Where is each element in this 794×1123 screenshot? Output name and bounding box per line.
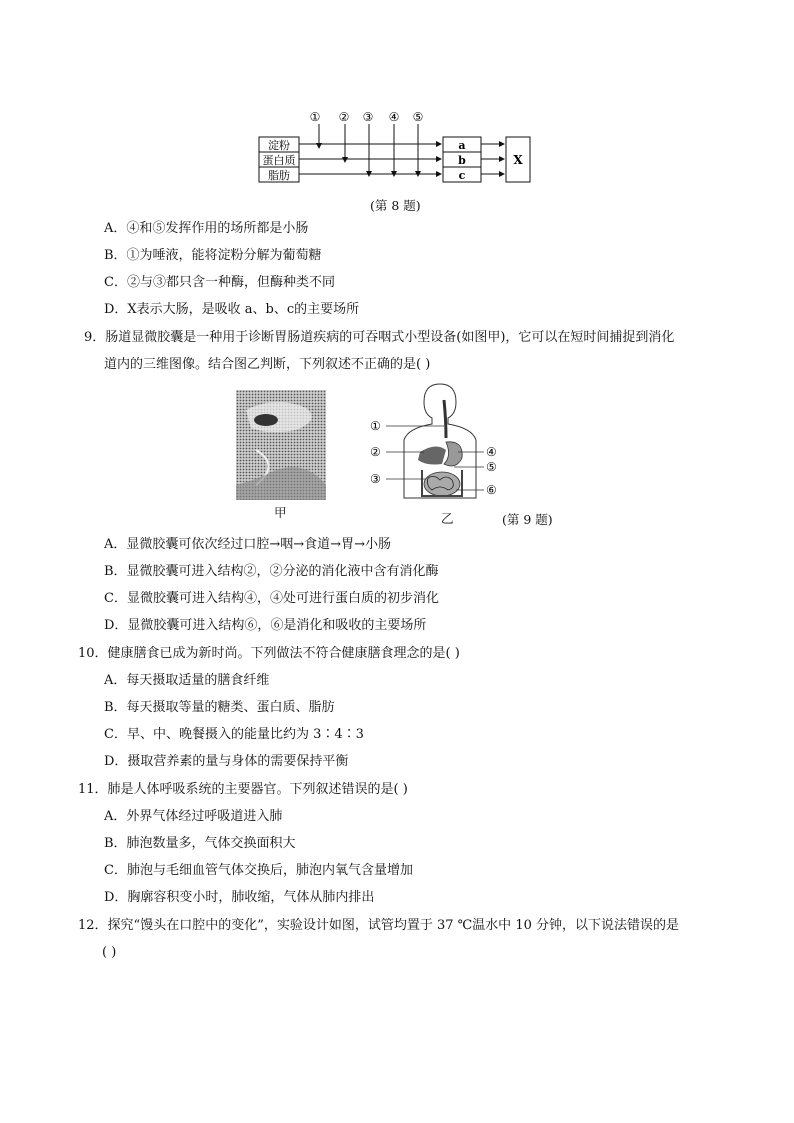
q8-option-a: A．④和⑤发挥作用的场所都是小肠 [104,221,309,236]
q9-option-b: B．显微胶囊可进入结构②，②分泌的消化液中含有消化酶 [104,564,439,579]
q8-output-a: a [458,139,466,152]
q9-option-a: A．显微胶囊可依次经过口腔→咽→食道→胃→小肠 [104,537,391,552]
q9-label-1: ① [370,419,381,433]
q8-marker-1: ① [309,110,321,124]
q8-input-starch: 淀粉 [268,139,290,152]
q8-option-d: D．X表示大肠，是吸收 a、b、c的主要场所 [104,302,360,317]
q8-option-c: C．②与③都只含一种酶，但酶种类不同 [104,275,335,290]
q8-digestion-diagram [255,108,535,184]
q11-option-c: C．肺泡与毛细血管气体交换后，肺泡内氧气含量增加 [104,863,413,878]
q9-label-jia: 甲 [274,505,287,520]
q10-option-a: A．每天摄取适量的膳食纤维 [104,673,270,688]
q9-label-2: ② [370,445,381,459]
q9-label-3: ③ [370,472,381,486]
q9-photo-capsule [236,390,326,500]
q9-caption: (第 9 题) [502,512,553,527]
q11-option-a: A．外界气体经过呼吸道进入肺 [104,809,283,824]
q9-label-4: ④ [486,445,497,459]
q11-option-b: B．肺泡数量多，气体交换面积大 [104,836,296,851]
q12-stem-line1: 12．探究“馒头在口腔中的变化”，实验设计如图，试管均置于 37 ℃温水中 10 分钟，以下说法错误的是 [78,918,679,933]
q8-output-b: b [458,154,466,167]
q8-caption: (第 8 题) [370,198,421,213]
q8-output-c: c [458,169,466,182]
q9-stem-line2: 道内的三维图像。结合图乙判断，下列叙述不正确的是( ) [104,357,431,372]
q8-input-fat: 脂肪 [268,169,290,182]
q9-option-d: D．显微胶囊可进入结构⑥，⑥是消化和吸收的主要场所 [104,618,427,633]
q9-stem-line1: 9．肠道显微胶囊是一种用于诊断胃肠道疾病的可吞咽式小型设备(如图甲)，它可以在短时间捕捉到消化 [84,330,675,345]
q8-input-protein: 蛋白质 [262,154,296,167]
q8-marker-2: ② [338,110,350,124]
q10-option-c: C．早、中、晚餐摄入的能量比约为 3∶4∶3 [104,727,364,742]
q10-option-d: D．摄取营养素的量与身体的需要保持平衡 [104,754,349,769]
q9-label-yi: 乙 [441,511,454,526]
q12-stem-line2: ( ) [102,945,117,960]
q11-option-d: D．胸廓容积变小时，肺收缩，气体从肺内排出 [104,890,375,905]
q9-label-5: ⑤ [486,460,497,474]
q11-stem: 11．肺是人体呼吸系统的主要器官。下列叙述错误的是( ) [78,782,408,797]
q9-label-6: ⑥ [486,483,497,497]
q8-option-b: B．①为唾液，能将淀粉分解为葡萄糖 [104,248,322,263]
q8-marker-5: ⑤ [412,110,424,124]
q9-digestive-system-figure [360,380,510,520]
q8-marker-4: ④ [388,110,400,124]
q10-option-b: B．每天摄取等量的糖类、蛋白质、脂肪 [104,700,335,715]
q8-output-x: X [513,153,523,167]
q10-stem: 10．健康膳食已成为新时尚。下列做法不符合健康膳食理念的是( ) [78,646,460,661]
q8-marker-3: ③ [362,110,374,124]
q9-option-c: C．显微胶囊可进入结构④，④处可进行蛋白质的初步消化 [104,591,439,606]
